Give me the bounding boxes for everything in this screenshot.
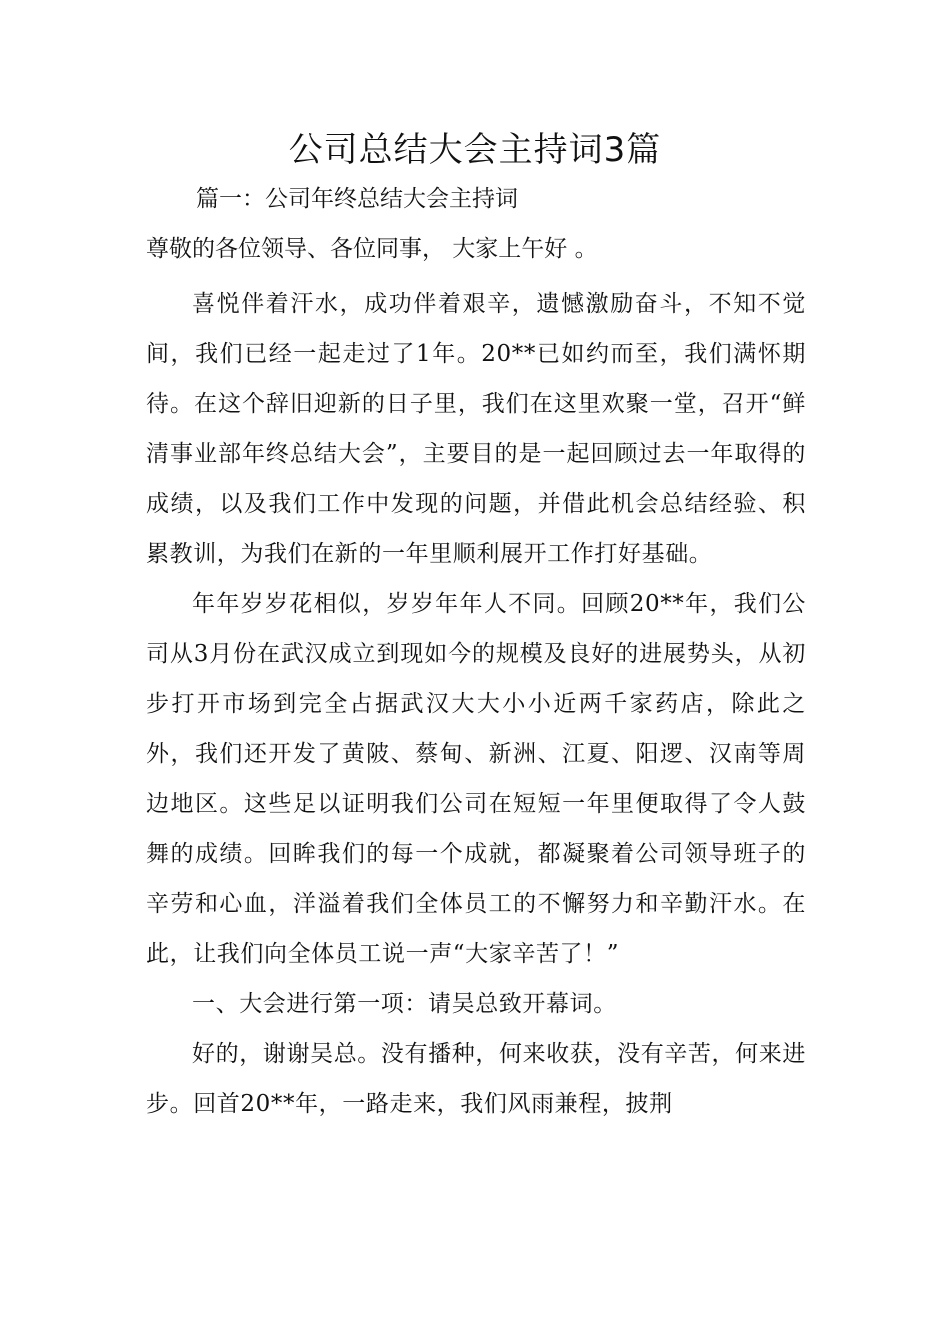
paragraph-thanks: 好的，谢谢吴总。没有播种，何来收获，没有辛苦，何来进步。回首20**年，一路走来，我们风雨兼程，披荆 [146, 1041, 806, 1117]
section-heading: 篇一：公司年终总结大会主持词 [196, 186, 518, 212]
greeting-line: 尊敬的各位领导、各位同事， 大家上午好 。 [146, 236, 598, 262]
document-title: 公司总结大会主持词3篇 [288, 130, 662, 170]
paragraph-agenda-item: 一、大会进行第一项：请吴总致开幕词。 [192, 991, 617, 1017]
document-body [146, 279, 806, 1129]
paragraph-review: 年年岁岁花相似，岁岁年年人不同。回顾20**年，我们公司从3月份在武汉成立到现如今的规模及良好的进展势头，从初步打开市场到完全占据武汉大大小小近两千家药店，除此之外，我们还开发了黄陂、蔡甸、新洲、江夏、阳逻、汉南等周边地区。这些足以证明我们公司在短短一年里便取得了令人鼓舞的成绩。回眸我们的每一个成就，都凝聚着公司领导班子的辛劳和心血，洋溢着我们全体员工的不懈努力和辛勤汗水。在此，让我们向全体员工说一声“大家辛苦了！” [146, 591, 806, 967]
paragraph-opening: 喜悦伴着汗水，成功伴着艰辛，遗憾激励奋斗，不知不觉间，我们已经一起走过了1年。20**已如约而至，我们满怀期待。在这个辞旧迎新的日子里，我们在这里欢聚一堂，召开“鲜清事业部年终总结大会”，主要目的是一起回顾过去一年取得的成绩，以及我们工作中发现的问题，并借此机会总结经验、积累教训，为我们在新的一年里顺利展开工作打好基础。 [146, 291, 806, 567]
